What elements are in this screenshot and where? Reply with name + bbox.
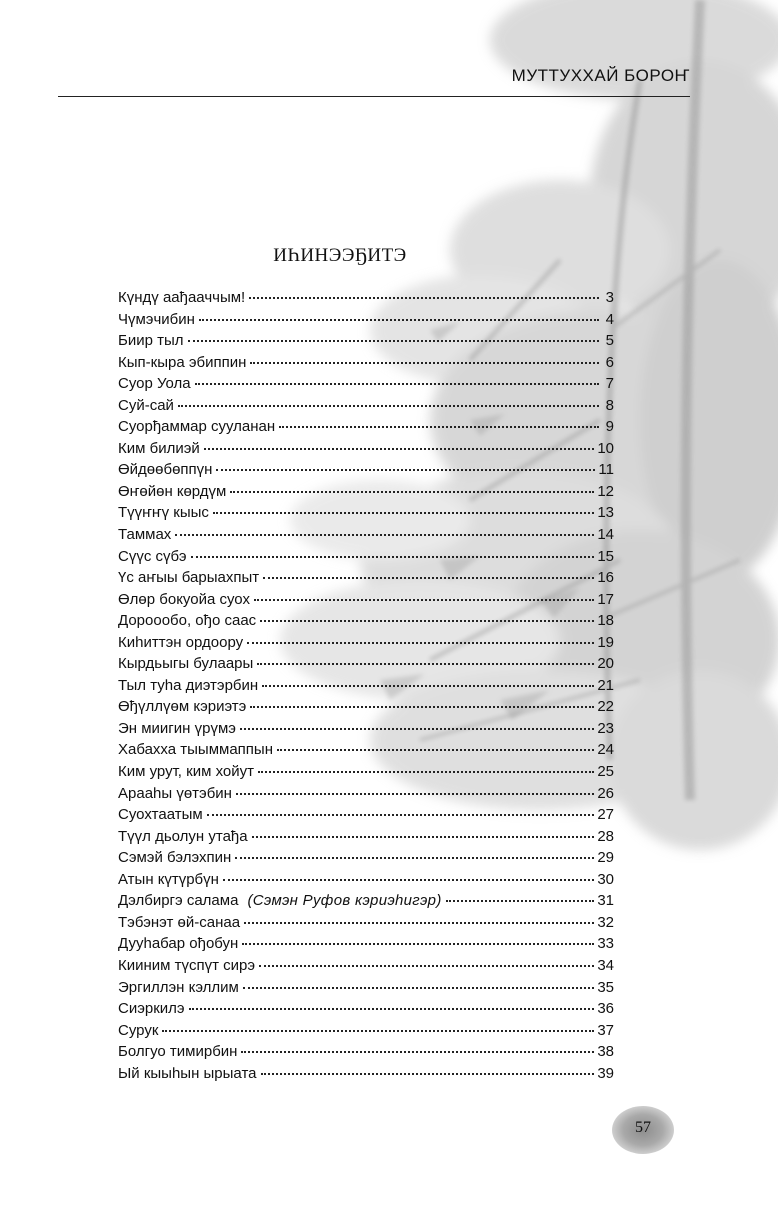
toc-entry-page: 23 bbox=[597, 719, 614, 737]
toc-entry-page: 24 bbox=[597, 741, 614, 759]
toc-entry-title: Арааһы үөтэбин bbox=[118, 784, 232, 802]
toc-entry-page: 5 bbox=[605, 332, 614, 350]
toc-entry[interactable] bbox=[118, 675, 614, 697]
toc-dot-leader bbox=[254, 599, 594, 601]
toc-entry[interactable] bbox=[118, 826, 614, 848]
toc-entry[interactable] bbox=[118, 739, 614, 761]
toc-dot-leader bbox=[230, 491, 594, 493]
toc-entry[interactable] bbox=[118, 416, 614, 438]
toc-entry-dedication: (Сэмэн Руфов кэриэһигэр) bbox=[247, 892, 442, 910]
toc-dot-leader bbox=[243, 987, 594, 989]
toc-entry-title: Атын күтүрбүн bbox=[118, 870, 219, 888]
toc-entry-title: Тэбэнэт өй-санаа bbox=[118, 913, 241, 931]
toc-entry[interactable] bbox=[118, 869, 614, 891]
toc-entry-title: Эн миигин үрүмэ bbox=[118, 719, 236, 737]
toc-entry-title: Суорђаммар сууланан bbox=[118, 418, 276, 436]
toc-dot-leader bbox=[223, 879, 594, 881]
header-divider bbox=[58, 96, 690, 97]
toc-entry-page: 6 bbox=[605, 353, 614, 371]
toc-entry-title: Дууһабар ођобун bbox=[118, 935, 239, 953]
toc-dot-leader bbox=[252, 836, 595, 838]
toc-dot-leader bbox=[241, 1051, 594, 1053]
toc-dot-leader bbox=[216, 469, 595, 471]
toc-entry-title: Болгуо тимирбин bbox=[118, 1043, 238, 1061]
toc-entry[interactable] bbox=[118, 1063, 614, 1085]
toc-entry-page: 36 bbox=[597, 1000, 614, 1018]
toc-entry[interactable] bbox=[118, 890, 614, 912]
toc-entry-title: Кырдьыгы булаары bbox=[118, 655, 254, 673]
toc-entry-page: 11 bbox=[598, 461, 614, 479]
toc-entry-page: 38 bbox=[597, 1043, 614, 1061]
toc-dot-leader bbox=[178, 405, 599, 407]
toc-entry[interactable] bbox=[118, 1041, 614, 1063]
toc-dot-leader bbox=[213, 512, 594, 514]
toc-dot-leader bbox=[244, 922, 594, 924]
toc-entry-page: 17 bbox=[597, 590, 614, 608]
toc-entry-title: Сурук bbox=[118, 1021, 159, 1039]
toc-entry-page: 37 bbox=[597, 1021, 614, 1039]
toc-entry[interactable] bbox=[118, 287, 614, 309]
toc-entry-title: Ким урут, ким хойут bbox=[118, 763, 254, 781]
toc-dot-leader bbox=[277, 749, 594, 751]
toc-entry[interactable] bbox=[118, 610, 614, 632]
toc-dot-leader bbox=[247, 642, 594, 644]
toc-dot-leader bbox=[162, 1030, 594, 1032]
toc-entry-title: Тыл туһа диэтэрбин bbox=[118, 676, 259, 694]
toc-entry[interactable] bbox=[118, 804, 614, 826]
toc-entry-page: 8 bbox=[605, 396, 614, 414]
toc-entry[interactable] bbox=[118, 955, 614, 977]
toc-entry[interactable] bbox=[118, 352, 614, 374]
toc-entry[interactable] bbox=[118, 718, 614, 740]
toc-entry-page: 25 bbox=[597, 763, 614, 781]
toc-dot-leader bbox=[207, 814, 595, 816]
toc-entry[interactable] bbox=[118, 524, 614, 546]
toc-entry-page: 9 bbox=[605, 418, 614, 436]
toc-entry-page: 19 bbox=[597, 633, 614, 651]
toc-entry[interactable] bbox=[118, 373, 614, 395]
toc-entry[interactable] bbox=[118, 933, 614, 955]
toc-entry-page: 13 bbox=[597, 504, 614, 522]
toc-entry-page: 27 bbox=[597, 806, 614, 824]
toc-entry[interactable] bbox=[118, 912, 614, 934]
toc-entry-title: Өђүллүөм кэриэтэ bbox=[118, 698, 247, 716]
toc-entry-title: Өлөр бокуойа суох bbox=[118, 590, 250, 608]
toc-entry-title: Дэлбиргэ салама bbox=[118, 892, 239, 910]
toc-entry-title: Таммах bbox=[118, 526, 172, 544]
toc-entry[interactable] bbox=[118, 653, 614, 675]
toc-entry[interactable] bbox=[118, 502, 614, 524]
toc-dot-leader bbox=[188, 340, 599, 342]
toc-entry-title: Эргиллэн кэллим bbox=[118, 978, 239, 996]
toc-entry[interactable] bbox=[118, 632, 614, 654]
toc-entry-page: 34 bbox=[597, 956, 614, 974]
toc-entry[interactable] bbox=[118, 977, 614, 999]
toc-entry-page: 18 bbox=[597, 612, 614, 630]
toc-entry-title: Суор Уола bbox=[118, 375, 191, 393]
toc-dot-leader bbox=[279, 426, 599, 428]
toc-dot-leader bbox=[257, 663, 594, 665]
toc-entry-page: 15 bbox=[597, 547, 614, 565]
toc-entry[interactable] bbox=[118, 998, 614, 1020]
toc-entry-title: Суохтаатым bbox=[118, 806, 203, 824]
table-of-contents bbox=[118, 287, 614, 1084]
toc-entry-page: 3 bbox=[605, 289, 614, 306]
toc-entry-page: 22 bbox=[597, 698, 614, 716]
running-header-title: МУТТУХХАЙ БОРОҤ bbox=[511, 66, 690, 85]
toc-dot-leader bbox=[249, 297, 599, 299]
toc-entry-title: Ый кыыһын ырыата bbox=[118, 1064, 257, 1082]
toc-entry-page: 33 bbox=[597, 935, 614, 953]
toc-entry[interactable] bbox=[118, 309, 614, 331]
toc-entry-page: 35 bbox=[597, 978, 614, 996]
toc-entry-page: 26 bbox=[597, 784, 614, 802]
toc-entry-title: Үс аҥыы барыахпыт bbox=[118, 569, 260, 587]
toc-entry[interactable] bbox=[118, 696, 614, 718]
toc-entry-title: Сүүс сүбэ bbox=[118, 547, 187, 565]
toc-entry-title: Хабахха тыыммаппын bbox=[118, 741, 273, 759]
toc-dot-leader bbox=[236, 793, 594, 795]
page-number: 57 bbox=[635, 1119, 651, 1136]
toc-heading: ИҺИНЭЭҔИТЭ bbox=[273, 245, 407, 266]
toc-entry-page: 32 bbox=[597, 913, 614, 931]
toc-dot-leader bbox=[199, 319, 599, 321]
toc-entry-page: 4 bbox=[605, 310, 614, 328]
page-number-badge bbox=[612, 1106, 674, 1154]
toc-dot-leader bbox=[260, 620, 594, 622]
toc-entry-title: Түүҥҥү кыыс bbox=[118, 504, 209, 522]
toc-dot-leader bbox=[259, 965, 594, 967]
toc-entry-page: 30 bbox=[597, 870, 614, 888]
toc-entry-page: 39 bbox=[597, 1064, 614, 1082]
toc-entry-page: 16 bbox=[597, 569, 614, 587]
toc-entry[interactable] bbox=[118, 459, 614, 481]
toc-entry-page: 20 bbox=[597, 655, 614, 673]
toc-entry[interactable] bbox=[118, 330, 614, 352]
toc-entry-title: Кииним түспүт сирэ bbox=[118, 956, 256, 974]
toc-entry-page: 31 bbox=[597, 892, 614, 910]
toc-entry[interactable] bbox=[118, 847, 614, 869]
toc-dot-leader bbox=[446, 900, 595, 902]
toc-dot-leader bbox=[250, 706, 594, 708]
toc-dot-leader bbox=[175, 534, 594, 536]
toc-entry-title: Өйдөөбөппүн bbox=[118, 461, 213, 479]
toc-entry-page: 12 bbox=[597, 482, 614, 500]
toc-entry-page: 29 bbox=[597, 849, 614, 867]
toc-entry-title: Кып-кыра эбиппин bbox=[118, 353, 247, 371]
toc-entry-title: Киһиттэн ордоору bbox=[118, 633, 244, 651]
toc-entry-page: 14 bbox=[597, 526, 614, 544]
toc-entry-title: Өҥөйөн көрдүм bbox=[118, 482, 227, 500]
toc-dot-leader bbox=[262, 685, 594, 687]
toc-entry[interactable] bbox=[118, 481, 614, 503]
toc-dot-leader bbox=[195, 383, 599, 385]
toc-entry-title: Түүл дьолун утађа bbox=[118, 827, 248, 845]
toc-entry-title: Күндү аађааччым! bbox=[118, 289, 246, 306]
toc-dot-leader bbox=[235, 857, 594, 859]
toc-entry[interactable] bbox=[118, 567, 614, 589]
toc-entry-title: Суй-сай bbox=[118, 396, 174, 414]
toc-dot-leader bbox=[242, 943, 594, 945]
toc-dot-leader bbox=[204, 448, 595, 450]
toc-dot-leader bbox=[263, 577, 594, 579]
toc-entry-page: 21 bbox=[597, 676, 614, 694]
toc-entry[interactable] bbox=[118, 1020, 614, 1042]
toc-entry-title: Ким билиэй bbox=[118, 439, 200, 457]
toc-dot-leader bbox=[261, 1073, 595, 1075]
toc-dot-leader bbox=[240, 728, 594, 730]
toc-entry-page: 10 bbox=[597, 439, 614, 457]
toc-entry[interactable] bbox=[118, 546, 614, 568]
toc-entry[interactable] bbox=[118, 395, 614, 417]
toc-entry[interactable] bbox=[118, 783, 614, 805]
toc-entry-title: Чүмэчибин bbox=[118, 310, 195, 328]
toc-entry-title: Сиэркилэ bbox=[118, 1000, 185, 1018]
toc-entry[interactable] bbox=[118, 589, 614, 611]
toc-entry[interactable] bbox=[118, 438, 614, 460]
toc-dot-leader bbox=[189, 1008, 595, 1010]
toc-dot-leader bbox=[258, 771, 594, 773]
toc-entry-title: Сэмэй бэлэхпин bbox=[118, 849, 232, 867]
toc-entry-page: 7 bbox=[605, 375, 614, 393]
toc-dot-leader bbox=[250, 362, 599, 364]
toc-entry-title: Дороообо, ођо саас bbox=[118, 612, 257, 630]
toc-entry-page: 28 bbox=[597, 827, 614, 845]
toc-entry[interactable] bbox=[118, 761, 614, 783]
toc-dot-leader bbox=[191, 556, 595, 558]
toc-entry-title: Биир тыл bbox=[118, 332, 184, 350]
